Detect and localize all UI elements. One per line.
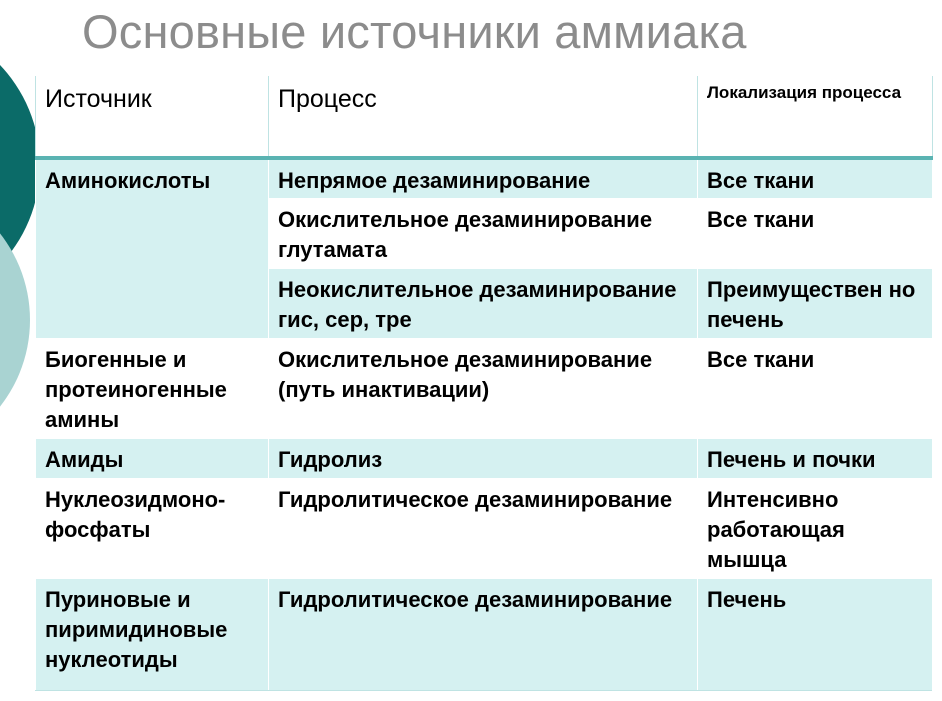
cell-location: Преимуществен но печень: [698, 268, 933, 338]
cell-process: Окислительное дезаминирование (путь инактивации): [269, 338, 698, 438]
table-header-row: [36, 76, 933, 158]
cell-location: Печень: [698, 578, 933, 691]
cell-source: Аминокислоты: [36, 158, 269, 338]
cell-location: Все ткани: [698, 198, 933, 268]
cell-process: Гидролитическое дезаминирование: [269, 578, 698, 691]
cell-source: Биогенные и протеиногенные амины: [36, 338, 269, 438]
cell-process: Неокислительное дезаминирование гис, сер, тре: [269, 268, 698, 338]
cell-location: Печень и почки: [698, 438, 933, 478]
cell-process: Непрямое дезаминирование: [269, 158, 698, 198]
slide-title: Основные источники аммиака: [82, 5, 747, 58]
cell-process: Гидролиз: [269, 438, 698, 478]
cell-source: Амиды: [36, 438, 269, 478]
header-process: Процесс: [269, 76, 698, 158]
cell-process: Окислительное дезаминирование глутамата: [269, 198, 698, 268]
cell-location: Все ткани: [698, 158, 933, 198]
table-row: [36, 438, 933, 478]
table-row: [36, 158, 933, 198]
ammonia-sources-table: [35, 76, 933, 692]
cell-source: Пуриновые и пиримидиновые нуклеотиды: [36, 578, 269, 691]
cell-source: Нуклеозидмоно-фосфаты: [36, 478, 269, 578]
table-bottom-rule: [35, 690, 932, 691]
table-row: [36, 478, 933, 578]
table-row: [36, 338, 933, 438]
cell-location: Интенсивно работающая мышца: [698, 478, 933, 578]
table-row: [36, 578, 933, 691]
header-location: Локализация процесса: [698, 76, 933, 158]
header-source: Источник: [36, 76, 269, 158]
cell-location: Все ткани: [698, 338, 933, 438]
cell-process: Гидролитическое дезаминирование: [269, 478, 698, 578]
